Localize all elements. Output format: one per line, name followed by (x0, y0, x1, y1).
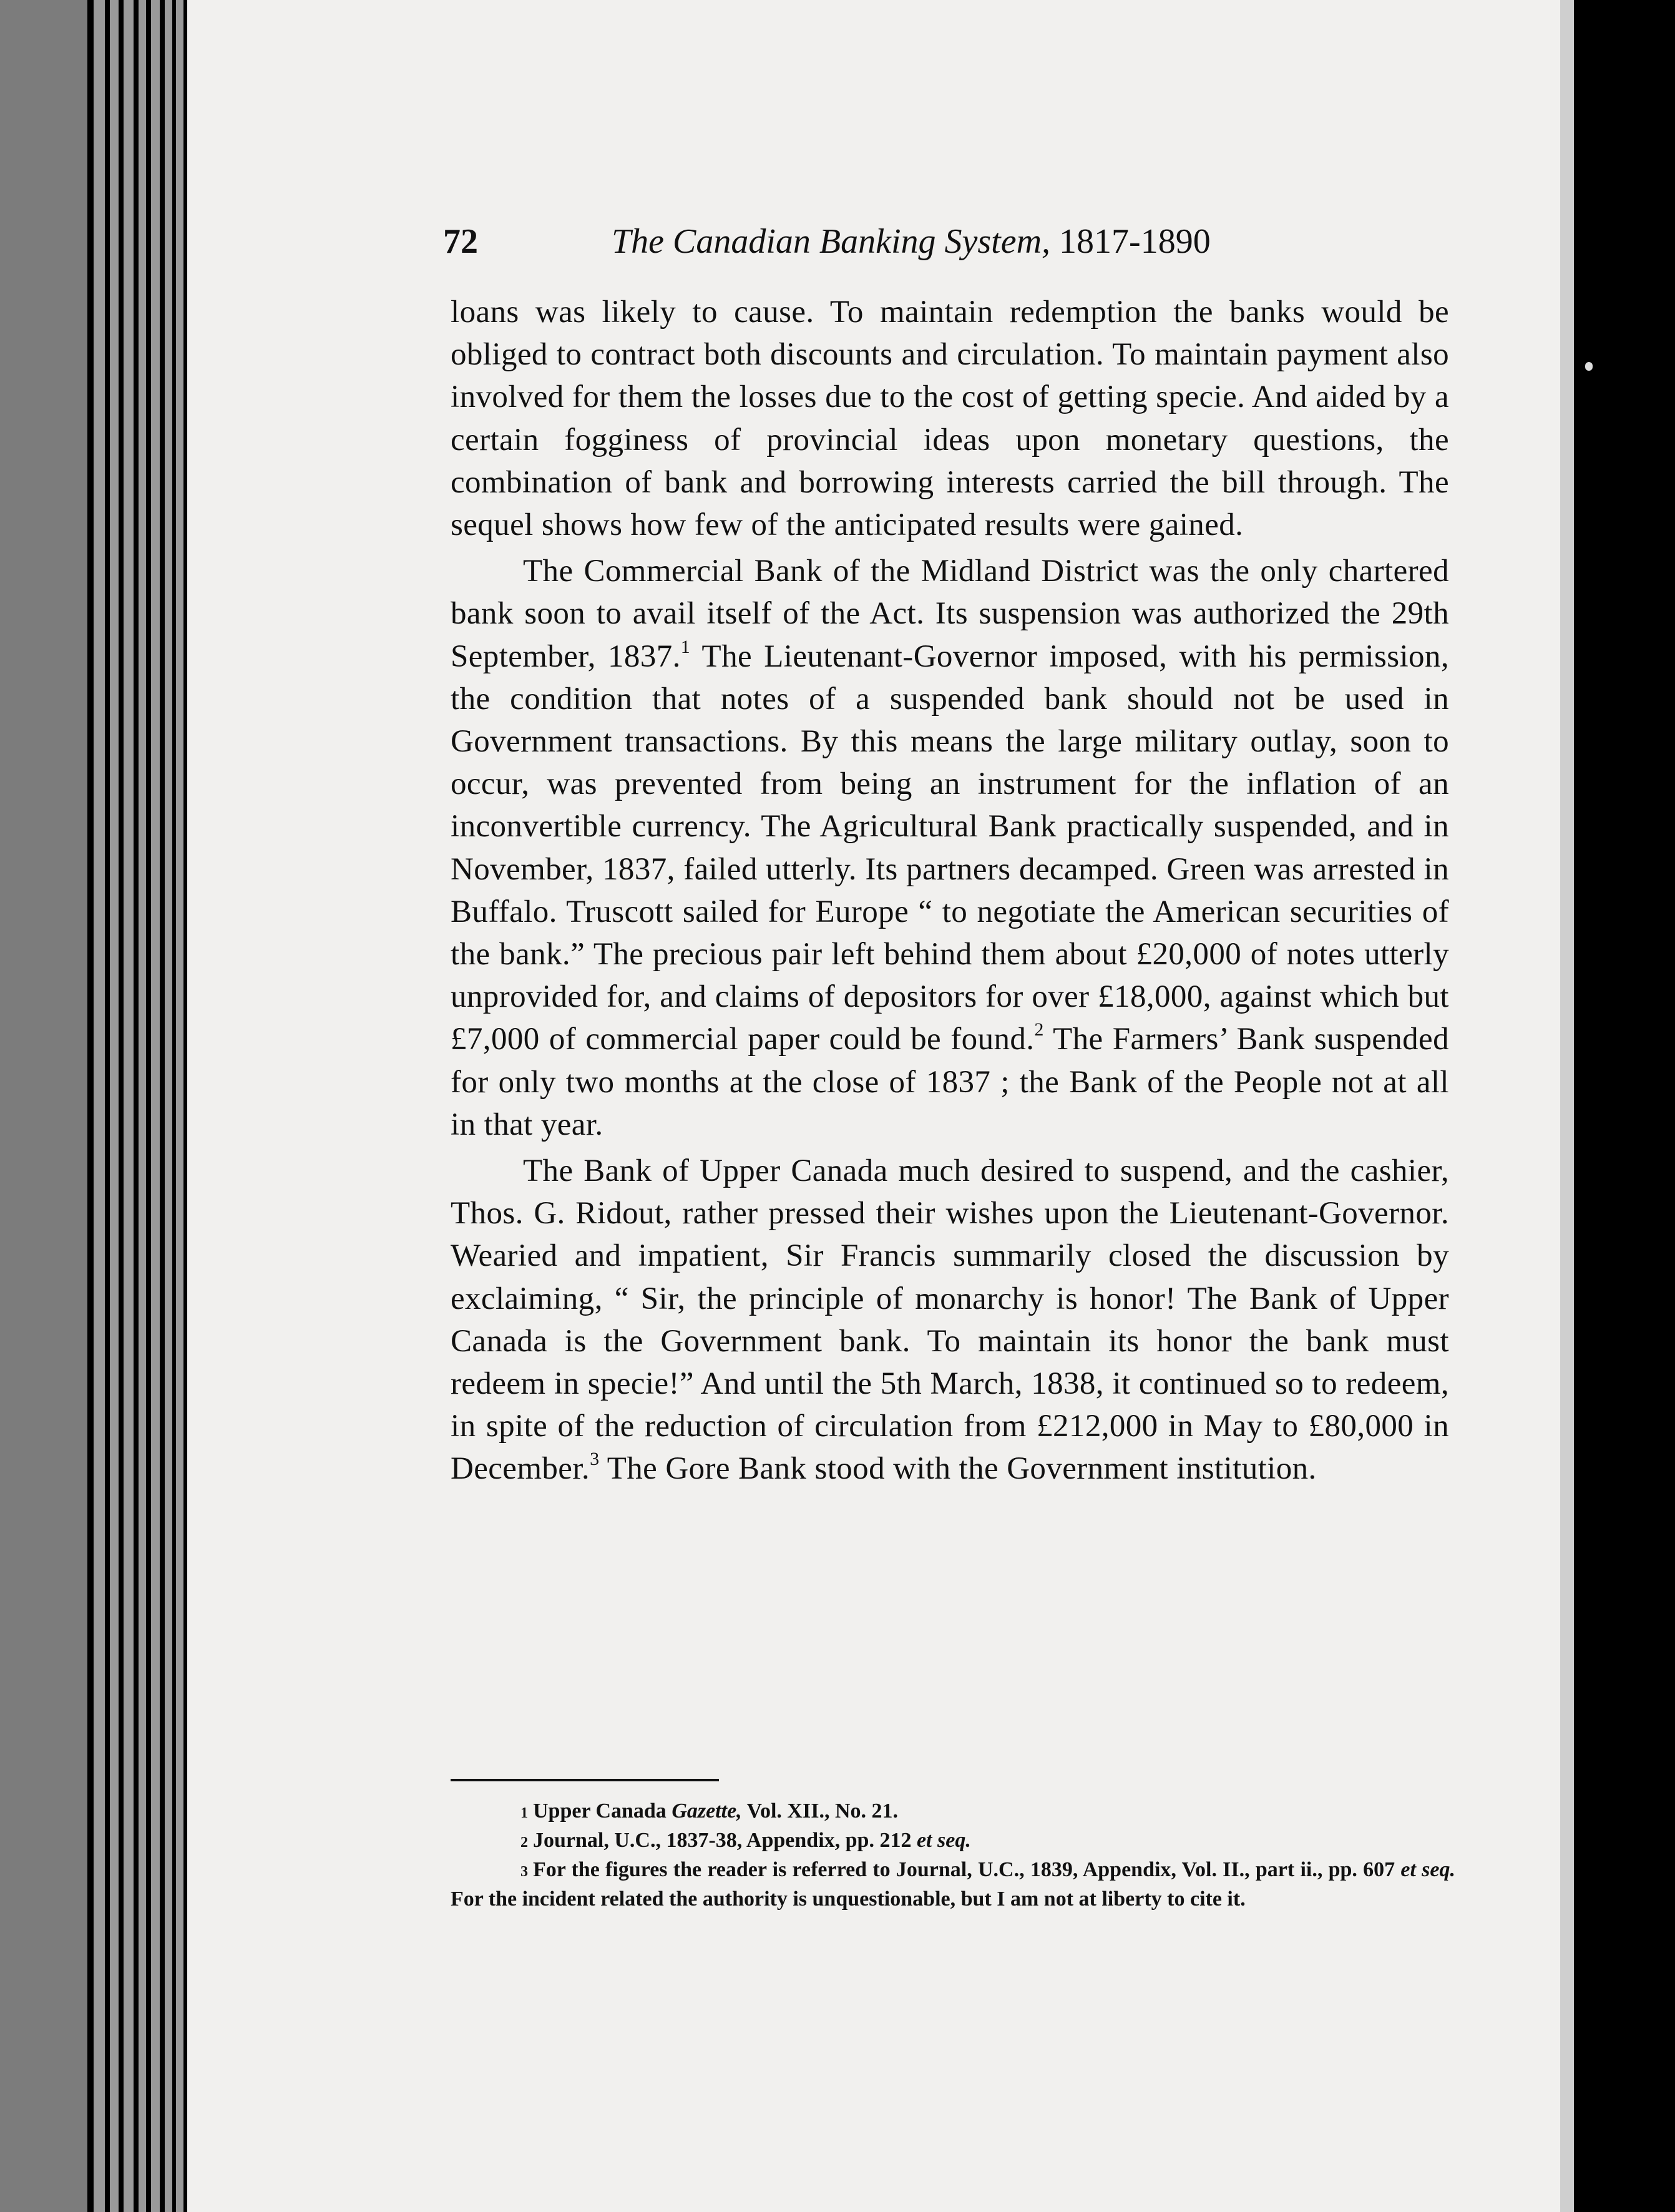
paragraph-text: The Farmers’ Bank suspended for only two months at the close of 1837 ; the Bank of the People not at all in that year. (451, 1022, 1449, 1142)
page-edge (165, 0, 172, 2212)
paragraph: loans was likely to cause. To maintain redemption the banks would be obliged to contract both discounts and circulation. To maintain payment also involved for them the losses due to the cost of getting specie. And aided by a certain fogginess of provincial ideas upon monetary questions, the combination of bank and borrowing interests carried the bill through. The sequel shows how few of the anticipated results were gained. (451, 295, 1449, 543)
footnote-text: Vol. XII., No. 21. (741, 1799, 899, 1823)
paragraph (451, 550, 1449, 1146)
paragraph-text: The Bank of Upper Canada much desired to suspend, and the cashier, Thos. G. Ridout, rather pressed their wishes upon the Lieutenant-Governor. Wearied and impatient, Sir Francis summarily closed the discussion by exclaiming, “ Sir, the principle of monarchy is honor! The Bank of Upper Canada is the Government bank. To maintain its honor the bank must redeem in specie!” And until the 5th March, 1838, it continued so to redeem, in spite of the reduction of circulation from £212,000 in May to £80,000 in December. (451, 1153, 1449, 1487)
footnote-rule (451, 1779, 719, 1781)
footnote-italic: et seq. (1400, 1858, 1455, 1881)
page-edge (110, 0, 119, 2212)
page-edge (151, 0, 160, 2212)
footnote-text: For the figures the reader is referred to Journal, U.C., 1839, Appendix, Vol. II., part ii., pp. 607 (533, 1858, 1401, 1881)
footnote (451, 1856, 1455, 1913)
page-edge (176, 0, 183, 2212)
page-edge (94, 0, 105, 2212)
page-edge-right (1560, 0, 1574, 2212)
footnote-text: Journal, U.C., 1837-38, Appendix, pp. 212 (533, 1829, 917, 1852)
footnote (451, 1798, 1455, 1827)
footnote (451, 1827, 1455, 1856)
page-edge (0, 0, 87, 2212)
footnotes (451, 1798, 1455, 1913)
paragraph-text: The Gore Bank stood with the Government institution. (599, 1451, 1317, 1487)
book-title (612, 222, 1211, 262)
footnote-text: For the incident related the authority is unquestionable, but I am not at liberty to cite it. (451, 1887, 1246, 1911)
paragraph-text: The Commercial Bank of the Midland District was the only chartered bank soon to avail itself of the Act. Its suspension was authorized the 29th September, 1837. (451, 554, 1449, 674)
footnote-italic: et seq. (916, 1829, 971, 1852)
footnote-ref: 2 (1034, 1019, 1044, 1040)
scan-smudge (1585, 362, 1593, 371)
page-edge (124, 0, 134, 2212)
body-text (451, 291, 1449, 1490)
page-edge (139, 0, 146, 2212)
running-head (443, 222, 1329, 272)
footnote-number: 1 (520, 1805, 528, 1821)
footnote-italic: Gazette, (671, 1799, 742, 1823)
paragraph-text: The Lieutenant-Governor imposed, with his permission, the condition that notes of a suspended bank should not be used in Government transactions. By this means the large military outlay, soon to occur, was prevented from being an instrument for the inflation of an inconvertible currency. The Agricultural Bank practically suspended, and in November, 1837, failed utterly. Its partners decamped. Green was arrested in Buffalo. Truscott sailed for Europe “ to negotiate the American securities of the bank.” The precious pair left behind them about £20,000 of notes utterly unprovided for, and claims of depositors for over £18,000, against which but £7,000 of commercial paper could be found. (451, 639, 1449, 1057)
page-number: 72 (443, 222, 478, 261)
book-years: 1817-1890 (1059, 222, 1211, 261)
footnote-number: 3 (520, 1864, 528, 1880)
footnote-ref: 3 (590, 1449, 600, 1470)
paragraph (451, 1150, 1449, 1490)
book-title-text: The Canadian Banking System, (612, 222, 1051, 261)
footnote-number: 2 (520, 1834, 528, 1851)
footnote-ref: 1 (680, 636, 691, 657)
footnote-text: Upper Canada (533, 1799, 672, 1823)
